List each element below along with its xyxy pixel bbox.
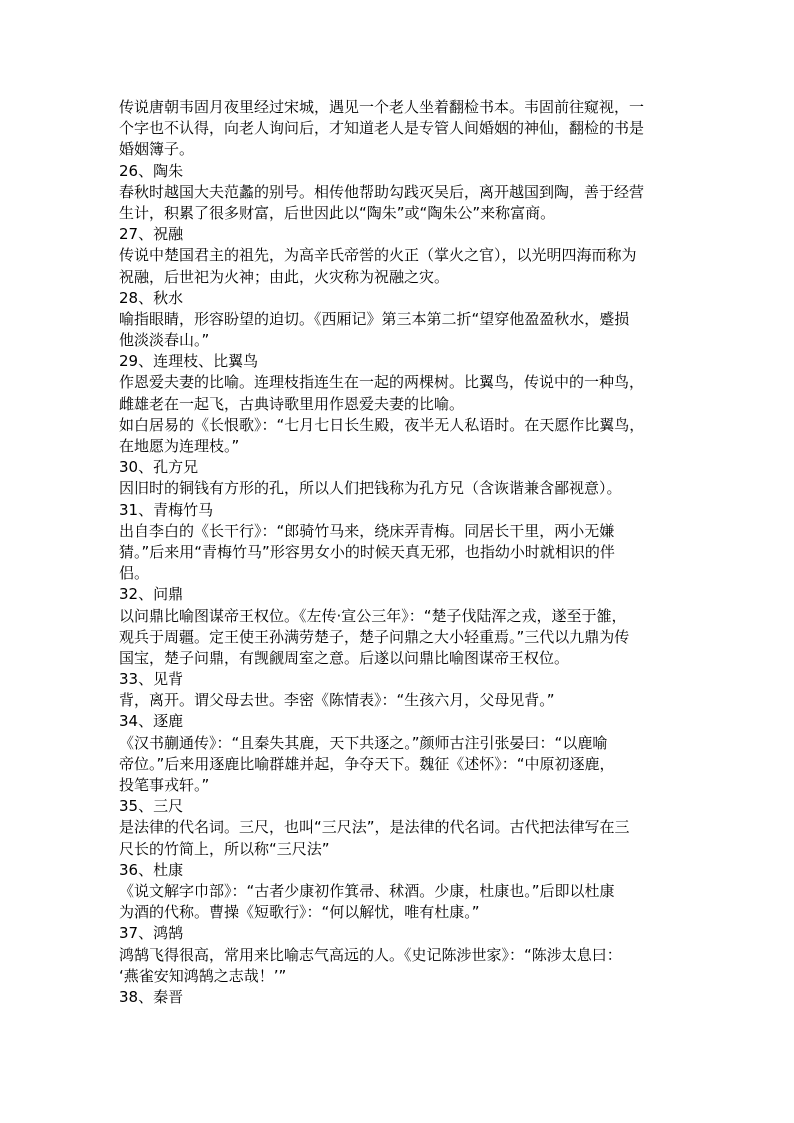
text-line: 祝融，后世祀为火神；由此，火灾称为祝融之灾。 [119, 267, 450, 286]
text-line: 尺长的竹简上，所以称“三尺法” [119, 839, 330, 858]
section-heading: 33、见背 [119, 670, 184, 689]
text-line: 喻指眼睛，形容盼望的迫切。《西厢记》第三本第二折“望穿他盈盈秋水，蹙损 [119, 309, 630, 328]
text-line: 出自李白的《长干行》：“郎骑竹马来，绕床弄青梅。同居长干里，两小无嫌 [119, 521, 615, 540]
text-line: 以问鼎比喻图谋帝王权位。《左传·宣公三年》：“楚子伐陆浑之戎，遂至于雒， [119, 606, 627, 625]
text-line: 国宝，楚子问鼎，有觊觎周室之意。后遂以问鼎比喻图谋帝王权位。 [119, 648, 570, 667]
section-heading: 27、祝融 [119, 225, 184, 244]
text-line: 如白居易的《长恨歌》：“七月七日长生殿，夜半无人私语时。在天愿作比翼鸟， [119, 415, 645, 434]
text-line: 侣。 [119, 564, 150, 583]
text-line: 因旧时的铜钱有方形的孔，所以人们把钱称为孔方兄（含诙谐兼含鄙视意）。 [119, 479, 622, 498]
text-line: 在地愿为连理枝。” [119, 437, 240, 455]
text-line: 为酒的代称。曹操《短歌行》：“何以解忧，唯有杜康。” [119, 903, 480, 922]
text-line: 个字也不认得，向老人询问后，才知道老人是专管人间婚姻的神仙，翻检的书是 [119, 119, 645, 138]
text-line: ‘燕雀安知鸿鹄之志哉！’” [119, 966, 287, 985]
section-heading: 30、孔方兄 [119, 458, 199, 477]
section-heading: 26、陶朱 [119, 161, 184, 180]
section-heading: 29、连理枝、比翼鸟 [119, 352, 259, 371]
section-heading: 37、鸿鹄 [119, 924, 184, 943]
text-line: 帝位。”后来用逐鹿比喻群雄并起，争夺天下。魏征《述怀》：“中原初逐鹿， [119, 754, 615, 773]
section-heading: 32、问鼎 [119, 585, 184, 604]
text-line: 春秋时越国大夫范蠡的别号。相传他帮助勾践灭吴后，离开越国到陶，善于经营 [119, 182, 645, 201]
section-heading: 31、青梅竹马 [119, 500, 214, 519]
section-heading: 28、秋水 [119, 288, 184, 307]
text-line: 传说中楚国君主的祖先，为高辛氏帝喾的火正（掌火之官），以光明四海而称为 [119, 246, 637, 265]
text-line: 传说唐朝韦固月夜里经过宋城，遇见一个老人坐着翻检书本。韦固前往窥视，一 [119, 98, 645, 116]
section-heading: 36、杜康 [119, 860, 184, 879]
document-page [119, 97, 681, 1008]
text-line: 投笔事戎轩。” [119, 776, 210, 794]
text-line: 观兵于周疆。定王使王孙满劳楚子，楚子问鼎之大小轻重焉。”三代以九鼎为传 [119, 627, 630, 646]
text-line: 作恩爱夫妻的比喻。连理枝指连生在一起的两棵树。比翼鸟，传说中的一种鸟， [119, 373, 645, 392]
text-line: 鸿鹄飞得很高，常用来比喻志气高远的人。《史记陈涉世家》：“陈涉太息曰： [119, 945, 622, 964]
text-line: 生计，积累了很多财富，后世因此以“陶朱”或“陶朱公”来称富商。 [119, 203, 556, 222]
section-heading: 38、秦晋 [119, 987, 184, 1006]
text-line: 是法律的代名词。三尺，也叫“三尺法”，是法律的代名词。古代把法律写在三 [119, 818, 630, 837]
text-line: 婚姻簿子。 [119, 140, 195, 159]
text-line: 背，离开。谓父母去世。李密《陈情表》：“生孩六月，父母见背。” [119, 691, 555, 710]
text-line: 《说文解字巾部》：“古者少康初作箕帚、秫酒。少康，杜康也。”后即以杜康 [119, 881, 615, 900]
text-line: 他淡淡春山。” [119, 331, 210, 350]
text-line: 猜。”后来用“青梅竹马”形容男女小的时候天真无邪，也指幼小时就相识的伴 [119, 542, 615, 561]
section-heading: 35、三尺 [119, 797, 184, 816]
text-line: 《汉书蒯通传》：“且秦失其鹿，天下共逐之。”颜师古注引张晏曰：“以鹿喻 [119, 733, 608, 752]
text-line: 雌雄老在一起飞，古典诗歌里用作恩爱夫妻的比喻。 [119, 394, 465, 413]
section-heading: 34、逐鹿 [119, 712, 184, 731]
